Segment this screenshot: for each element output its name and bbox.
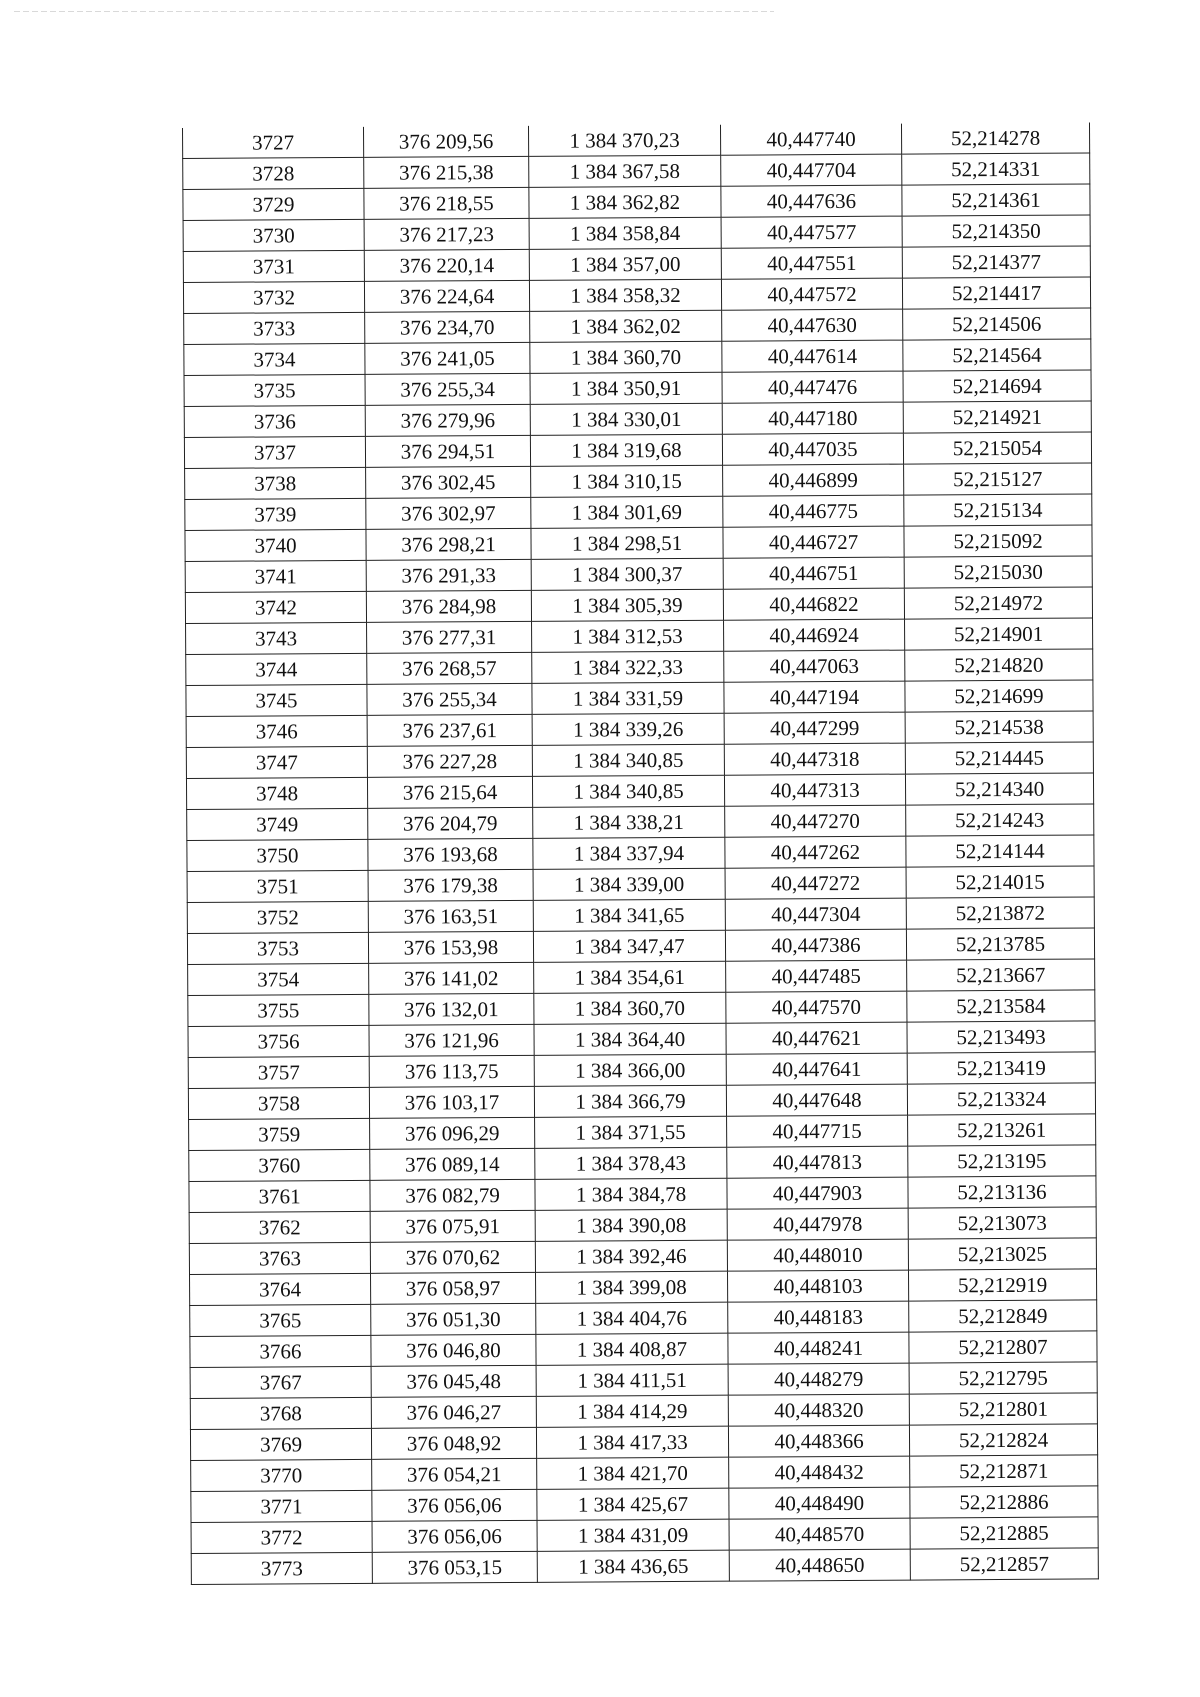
latitude-cell: 40,447272 xyxy=(725,867,906,899)
longitude-cell: 52,213667 xyxy=(907,959,1095,991)
longitude-cell: 52,213136 xyxy=(908,1176,1096,1208)
y-coordinate-cell: 1 384 358,84 xyxy=(529,217,721,249)
longitude-cell: 52,214538 xyxy=(905,711,1093,743)
longitude-cell: 52,214820 xyxy=(905,649,1093,681)
point-number-cell: 3759 xyxy=(189,1118,370,1150)
longitude-cell: 52,213324 xyxy=(907,1083,1095,1115)
x-coordinate-cell: 376 268,57 xyxy=(367,652,532,684)
latitude-cell: 40,448366 xyxy=(728,1425,909,1457)
y-coordinate-cell: 1 384 366,00 xyxy=(534,1054,726,1086)
point-number-cell: 3730 xyxy=(183,219,364,251)
y-coordinate-cell: 1 384 399,08 xyxy=(535,1271,727,1303)
x-coordinate-cell: 376 121,96 xyxy=(369,1024,534,1056)
x-coordinate-cell: 376 070,62 xyxy=(370,1241,535,1273)
longitude-cell: 52,213025 xyxy=(908,1238,1096,1270)
x-coordinate-cell: 376 056,06 xyxy=(372,1489,537,1521)
point-number-cell: 3750 xyxy=(187,839,368,871)
x-coordinate-cell: 376 163,51 xyxy=(368,900,533,932)
x-coordinate-cell: 376 058,97 xyxy=(371,1272,536,1304)
latitude-cell: 40,447180 xyxy=(722,402,903,434)
y-coordinate-cell: 1 384 298,51 xyxy=(531,527,723,559)
longitude-cell: 52,215134 xyxy=(904,494,1092,526)
point-number-cell: 3740 xyxy=(185,529,366,561)
point-number-cell: 3768 xyxy=(190,1397,371,1429)
table-row xyxy=(187,835,1094,872)
latitude-cell: 40,447570 xyxy=(726,991,907,1023)
longitude-cell: 52,214278 xyxy=(901,122,1089,154)
table-row xyxy=(187,804,1094,841)
point-number-cell: 3749 xyxy=(187,808,368,840)
table-row xyxy=(191,1455,1098,1492)
y-coordinate-cell: 1 384 384,78 xyxy=(535,1178,727,1210)
y-coordinate-cell: 1 384 319,68 xyxy=(530,434,722,466)
table-row xyxy=(188,1021,1095,1058)
table-row xyxy=(190,1331,1097,1368)
coordinates-table-body xyxy=(182,122,1098,1584)
point-number-cell: 3761 xyxy=(189,1180,370,1212)
longitude-cell: 52,213195 xyxy=(908,1145,1096,1177)
latitude-cell: 40,447630 xyxy=(722,309,903,341)
table-row xyxy=(187,866,1094,903)
longitude-cell: 52,212807 xyxy=(909,1331,1097,1363)
point-number-cell: 3758 xyxy=(188,1087,369,1119)
y-coordinate-cell: 1 384 378,43 xyxy=(535,1147,727,1179)
point-number-cell: 3762 xyxy=(189,1211,370,1243)
latitude-cell: 40,447715 xyxy=(727,1115,908,1147)
latitude-cell: 40,447648 xyxy=(726,1084,907,1116)
point-number-cell: 3752 xyxy=(187,901,368,933)
longitude-cell: 52,212857 xyxy=(910,1548,1098,1580)
x-coordinate-cell: 376 291,33 xyxy=(366,559,531,591)
latitude-cell: 40,446924 xyxy=(724,619,905,651)
longitude-cell: 52,213872 xyxy=(906,897,1094,929)
table-row xyxy=(186,711,1093,748)
table-row xyxy=(190,1300,1097,1337)
x-coordinate-cell: 376 215,38 xyxy=(364,156,529,188)
table-row xyxy=(185,525,1092,562)
latitude-cell: 40,447577 xyxy=(721,216,902,248)
latitude-cell: 40,448183 xyxy=(728,1301,909,1333)
longitude-cell: 52,213073 xyxy=(908,1207,1096,1239)
x-coordinate-cell: 376 277,31 xyxy=(367,621,532,653)
point-number-cell: 3751 xyxy=(187,870,368,902)
latitude-cell: 40,446775 xyxy=(723,495,904,527)
y-coordinate-cell: 1 384 339,26 xyxy=(532,713,724,745)
point-number-cell: 3737 xyxy=(184,436,365,468)
y-coordinate-cell: 1 384 414,29 xyxy=(536,1395,728,1427)
x-coordinate-cell: 376 096,29 xyxy=(370,1117,535,1149)
point-number-cell: 3753 xyxy=(187,932,368,964)
table-row xyxy=(189,1207,1096,1244)
longitude-cell: 52,214361 xyxy=(902,184,1090,216)
y-coordinate-cell: 1 384 364,40 xyxy=(534,1023,726,1055)
x-coordinate-cell: 376 082,79 xyxy=(370,1179,535,1211)
x-coordinate-cell: 376 113,75 xyxy=(369,1055,534,1087)
table-row xyxy=(191,1548,1098,1585)
y-coordinate-cell: 1 384 425,67 xyxy=(537,1488,729,1520)
y-coordinate-cell: 1 384 408,87 xyxy=(536,1333,728,1365)
point-number-cell: 3746 xyxy=(186,715,367,747)
latitude-cell: 40,447903 xyxy=(727,1177,908,1209)
point-number-cell: 3755 xyxy=(188,994,369,1026)
x-coordinate-cell: 376 051,30 xyxy=(371,1303,536,1335)
table-row xyxy=(190,1269,1097,1306)
latitude-cell: 40,447621 xyxy=(726,1022,907,1054)
x-coordinate-cell: 376 241,05 xyxy=(365,342,530,374)
x-coordinate-cell: 376 046,27 xyxy=(371,1396,536,1428)
x-coordinate-cell: 376 227,28 xyxy=(367,745,532,777)
y-coordinate-cell: 1 384 404,76 xyxy=(536,1302,728,1334)
table-row xyxy=(185,587,1092,624)
latitude-cell: 40,446899 xyxy=(723,464,904,496)
table-row xyxy=(191,1517,1098,1554)
point-number-cell: 3764 xyxy=(190,1273,371,1305)
y-coordinate-cell: 1 384 312,53 xyxy=(532,620,724,652)
table-row xyxy=(183,277,1090,314)
latitude-cell: 40,448010 xyxy=(727,1239,908,1271)
y-coordinate-cell: 1 384 366,79 xyxy=(534,1085,726,1117)
point-number-cell: 3732 xyxy=(183,281,364,313)
table-row xyxy=(190,1424,1097,1461)
table-row xyxy=(188,959,1095,996)
y-coordinate-cell: 1 384 358,32 xyxy=(529,279,721,311)
y-coordinate-cell: 1 384 360,70 xyxy=(530,341,722,373)
x-coordinate-cell: 376 089,14 xyxy=(370,1148,535,1180)
longitude-cell: 52,214921 xyxy=(903,401,1091,433)
scan-artifact-line xyxy=(14,11,774,12)
latitude-cell: 40,447194 xyxy=(724,681,905,713)
table-row xyxy=(186,680,1093,717)
latitude-cell: 40,447704 xyxy=(721,154,902,186)
table-row xyxy=(184,432,1091,469)
point-number-cell: 3728 xyxy=(183,157,364,189)
table-row xyxy=(182,122,1089,158)
latitude-cell: 40,448320 xyxy=(728,1394,909,1426)
point-number-cell: 3734 xyxy=(184,343,365,375)
point-number-cell: 3766 xyxy=(190,1335,371,1367)
point-number-cell: 3744 xyxy=(186,653,367,685)
point-number-cell: 3767 xyxy=(190,1366,371,1398)
x-coordinate-cell: 376 209,56 xyxy=(363,126,528,158)
y-coordinate-cell: 1 384 347,47 xyxy=(533,930,725,962)
point-number-cell: 3772 xyxy=(191,1521,372,1553)
longitude-cell: 52,213419 xyxy=(907,1052,1095,1084)
longitude-cell: 52,214340 xyxy=(905,773,1093,805)
table-row xyxy=(184,339,1091,376)
latitude-cell: 40,447386 xyxy=(725,929,906,961)
table-row xyxy=(189,1145,1096,1182)
y-coordinate-cell: 1 384 371,55 xyxy=(535,1116,727,1148)
latitude-cell: 40,448279 xyxy=(728,1363,909,1395)
point-number-cell: 3742 xyxy=(185,591,366,623)
point-number-cell: 3733 xyxy=(184,312,365,344)
point-number-cell: 3736 xyxy=(184,405,365,437)
y-coordinate-cell: 1 384 354,61 xyxy=(534,961,726,993)
y-coordinate-cell: 1 384 362,02 xyxy=(530,310,722,342)
table-row xyxy=(189,1238,1096,1275)
latitude-cell: 40,447270 xyxy=(725,805,906,837)
latitude-cell: 40,448650 xyxy=(729,1549,910,1581)
point-number-cell: 3738 xyxy=(185,467,366,499)
longitude-cell: 52,214331 xyxy=(902,153,1090,185)
x-coordinate-cell: 376 279,96 xyxy=(365,404,530,436)
y-coordinate-cell: 1 384 436,65 xyxy=(537,1550,729,1582)
x-coordinate-cell: 376 255,34 xyxy=(367,683,532,715)
x-coordinate-cell: 376 045,48 xyxy=(371,1365,536,1397)
point-number-cell: 3773 xyxy=(191,1552,372,1584)
table-row xyxy=(183,215,1090,252)
table-row xyxy=(183,153,1090,190)
table-row xyxy=(189,1176,1096,1213)
latitude-cell: 40,447476 xyxy=(722,371,903,403)
point-number-cell: 3729 xyxy=(183,188,364,220)
table-row xyxy=(186,649,1093,686)
x-coordinate-cell: 376 053,15 xyxy=(372,1551,537,1583)
y-coordinate-cell: 1 384 305,39 xyxy=(531,589,723,621)
table-row xyxy=(184,308,1091,345)
table-row xyxy=(186,742,1093,779)
y-coordinate-cell: 1 384 367,58 xyxy=(529,155,721,187)
x-coordinate-cell: 376 046,80 xyxy=(371,1334,536,1366)
longitude-cell: 52,214243 xyxy=(906,804,1094,836)
longitude-cell: 52,215030 xyxy=(904,556,1092,588)
table-row xyxy=(187,897,1094,934)
latitude-cell: 40,447318 xyxy=(724,743,905,775)
longitude-cell: 52,214699 xyxy=(905,680,1093,712)
y-coordinate-cell: 1 384 431,09 xyxy=(537,1519,729,1551)
longitude-cell: 52,215127 xyxy=(904,463,1092,495)
latitude-cell: 40,448103 xyxy=(727,1270,908,1302)
x-coordinate-cell: 376 218,55 xyxy=(364,187,529,219)
y-coordinate-cell: 1 384 362,82 xyxy=(529,186,721,218)
latitude-cell: 40,448570 xyxy=(729,1518,910,1550)
x-coordinate-cell: 376 048,92 xyxy=(371,1427,536,1459)
y-coordinate-cell: 1 384 392,46 xyxy=(535,1240,727,1272)
x-coordinate-cell: 376 215,64 xyxy=(367,776,532,808)
table-row xyxy=(190,1393,1097,1430)
latitude-cell: 40,447572 xyxy=(721,278,902,310)
point-number-cell: 3741 xyxy=(185,560,366,592)
point-number-cell: 3727 xyxy=(182,127,363,159)
x-coordinate-cell: 376 217,23 xyxy=(364,218,529,250)
longitude-cell: 52,212849 xyxy=(909,1300,1097,1332)
table-row xyxy=(185,463,1092,500)
longitude-cell: 52,215054 xyxy=(903,432,1091,464)
table-row xyxy=(183,246,1090,283)
longitude-cell: 52,214564 xyxy=(903,339,1091,371)
y-coordinate-cell: 1 384 360,70 xyxy=(534,992,726,1024)
longitude-cell: 52,212795 xyxy=(909,1362,1097,1394)
point-number-cell: 3743 xyxy=(186,622,367,654)
latitude-cell: 40,448490 xyxy=(729,1487,910,1519)
point-number-cell: 3754 xyxy=(188,963,369,995)
point-number-cell: 3745 xyxy=(186,684,367,716)
longitude-cell: 52,214972 xyxy=(904,587,1092,619)
longitude-cell: 52,212871 xyxy=(910,1455,1098,1487)
latitude-cell: 40,447304 xyxy=(725,898,906,930)
x-coordinate-cell: 376 179,38 xyxy=(368,869,533,901)
point-number-cell: 3756 xyxy=(188,1025,369,1057)
longitude-cell: 52,212824 xyxy=(909,1424,1097,1456)
x-coordinate-cell: 376 298,21 xyxy=(366,528,531,560)
x-coordinate-cell: 376 075,91 xyxy=(370,1210,535,1242)
table-row xyxy=(186,773,1093,810)
longitude-cell: 52,213785 xyxy=(906,928,1094,960)
point-number-cell: 3731 xyxy=(183,250,364,282)
point-number-cell: 3735 xyxy=(184,374,365,406)
y-coordinate-cell: 1 384 390,08 xyxy=(535,1209,727,1241)
longitude-cell: 52,214694 xyxy=(903,370,1091,402)
x-coordinate-cell: 376 141,02 xyxy=(369,962,534,994)
y-coordinate-cell: 1 384 301,69 xyxy=(531,496,723,528)
longitude-cell: 52,213584 xyxy=(907,990,1095,1022)
table-row xyxy=(188,990,1095,1027)
table-row xyxy=(190,1362,1097,1399)
latitude-cell: 40,448241 xyxy=(728,1332,909,1364)
x-coordinate-cell: 376 294,51 xyxy=(365,435,530,467)
table-row xyxy=(188,1052,1095,1089)
longitude-cell: 52,213261 xyxy=(908,1114,1096,1146)
point-number-cell: 3769 xyxy=(190,1428,371,1460)
longitude-cell: 52,212885 xyxy=(910,1517,1098,1549)
latitude-cell: 40,447035 xyxy=(722,433,903,465)
y-coordinate-cell: 1 384 310,15 xyxy=(531,465,723,497)
y-coordinate-cell: 1 384 341,65 xyxy=(533,899,725,931)
y-coordinate-cell: 1 384 421,70 xyxy=(537,1457,729,1489)
longitude-cell: 52,214901 xyxy=(905,618,1093,650)
y-coordinate-cell: 1 384 350,91 xyxy=(530,372,722,404)
longitude-cell: 52,215092 xyxy=(904,525,1092,557)
latitude-cell: 40,446727 xyxy=(723,526,904,558)
x-coordinate-cell: 376 255,34 xyxy=(365,373,530,405)
x-coordinate-cell: 376 234,70 xyxy=(365,311,530,343)
longitude-cell: 52,214144 xyxy=(906,835,1094,867)
table-row xyxy=(183,184,1090,221)
table-row xyxy=(191,1486,1098,1523)
longitude-cell: 52,212801 xyxy=(909,1393,1097,1425)
latitude-cell: 40,447813 xyxy=(727,1146,908,1178)
point-number-cell: 3748 xyxy=(186,777,367,809)
y-coordinate-cell: 1 384 338,21 xyxy=(533,806,725,838)
latitude-cell: 40,446751 xyxy=(723,557,904,589)
x-coordinate-cell: 376 103,17 xyxy=(369,1086,534,1118)
x-coordinate-cell: 376 220,14 xyxy=(364,249,529,281)
y-coordinate-cell: 1 384 411,51 xyxy=(536,1364,728,1396)
y-coordinate-cell: 1 384 417,33 xyxy=(536,1426,728,1458)
point-number-cell: 3757 xyxy=(188,1056,369,1088)
latitude-cell: 40,447636 xyxy=(721,185,902,217)
latitude-cell: 40,447978 xyxy=(727,1208,908,1240)
latitude-cell: 40,446822 xyxy=(723,588,904,620)
x-coordinate-cell: 376 054,21 xyxy=(372,1458,537,1490)
latitude-cell: 40,447641 xyxy=(726,1053,907,1085)
x-coordinate-cell: 376 056,06 xyxy=(372,1520,537,1552)
x-coordinate-cell: 376 204,79 xyxy=(368,807,533,839)
y-coordinate-cell: 1 384 300,37 xyxy=(531,558,723,590)
longitude-cell: 52,214377 xyxy=(902,246,1090,278)
table-row xyxy=(185,556,1092,593)
latitude-cell: 40,447313 xyxy=(724,774,905,806)
table-row xyxy=(188,1083,1095,1120)
y-coordinate-cell: 1 384 331,59 xyxy=(532,682,724,714)
y-coordinate-cell: 1 384 337,94 xyxy=(533,837,725,869)
y-coordinate-cell: 1 384 322,33 xyxy=(532,651,724,683)
coordinates-table xyxy=(182,122,1099,1585)
table-row xyxy=(184,370,1091,407)
longitude-cell: 52,214506 xyxy=(903,308,1091,340)
point-number-cell: 3747 xyxy=(186,746,367,778)
x-coordinate-cell: 376 224,64 xyxy=(364,280,529,312)
point-number-cell: 3771 xyxy=(191,1490,372,1522)
latitude-cell: 40,447262 xyxy=(725,836,906,868)
point-number-cell: 3739 xyxy=(185,498,366,530)
table-row xyxy=(184,401,1091,438)
point-number-cell: 3760 xyxy=(189,1149,370,1181)
y-coordinate-cell: 1 384 330,01 xyxy=(530,403,722,435)
latitude-cell: 40,447614 xyxy=(722,340,903,372)
x-coordinate-cell: 376 132,01 xyxy=(369,993,534,1025)
longitude-cell: 52,213493 xyxy=(907,1021,1095,1053)
point-number-cell: 3763 xyxy=(189,1242,370,1274)
table-row xyxy=(185,494,1092,531)
x-coordinate-cell: 376 302,97 xyxy=(366,497,531,529)
table-row xyxy=(187,928,1094,965)
x-coordinate-cell: 376 193,68 xyxy=(368,838,533,870)
longitude-cell: 52,214417 xyxy=(902,277,1090,309)
x-coordinate-cell: 376 237,61 xyxy=(367,714,532,746)
longitude-cell: 52,214350 xyxy=(902,215,1090,247)
latitude-cell: 40,447299 xyxy=(724,712,905,744)
x-coordinate-cell: 376 284,98 xyxy=(366,590,531,622)
y-coordinate-cell: 1 384 340,85 xyxy=(532,775,724,807)
longitude-cell: 52,214445 xyxy=(905,742,1093,774)
point-number-cell: 3770 xyxy=(191,1459,372,1491)
y-coordinate-cell: 1 384 340,85 xyxy=(532,744,724,776)
table-row xyxy=(189,1114,1096,1151)
longitude-cell: 52,212886 xyxy=(910,1486,1098,1518)
y-coordinate-cell: 1 384 357,00 xyxy=(529,248,721,280)
latitude-cell: 40,448432 xyxy=(729,1456,910,1488)
table-row xyxy=(186,618,1093,655)
longitude-cell: 52,214015 xyxy=(906,866,1094,898)
x-coordinate-cell: 376 302,45 xyxy=(366,466,531,498)
latitude-cell: 40,447063 xyxy=(724,650,905,682)
y-coordinate-cell: 1 384 370,23 xyxy=(528,125,720,157)
longitude-cell: 52,212919 xyxy=(908,1269,1096,1301)
y-coordinate-cell: 1 384 339,00 xyxy=(533,868,725,900)
point-number-cell: 3765 xyxy=(190,1304,371,1336)
latitude-cell: 40,447551 xyxy=(721,247,902,279)
latitude-cell: 40,447485 xyxy=(726,960,907,992)
x-coordinate-cell: 376 153,98 xyxy=(368,931,533,963)
latitude-cell: 40,447740 xyxy=(720,124,901,156)
